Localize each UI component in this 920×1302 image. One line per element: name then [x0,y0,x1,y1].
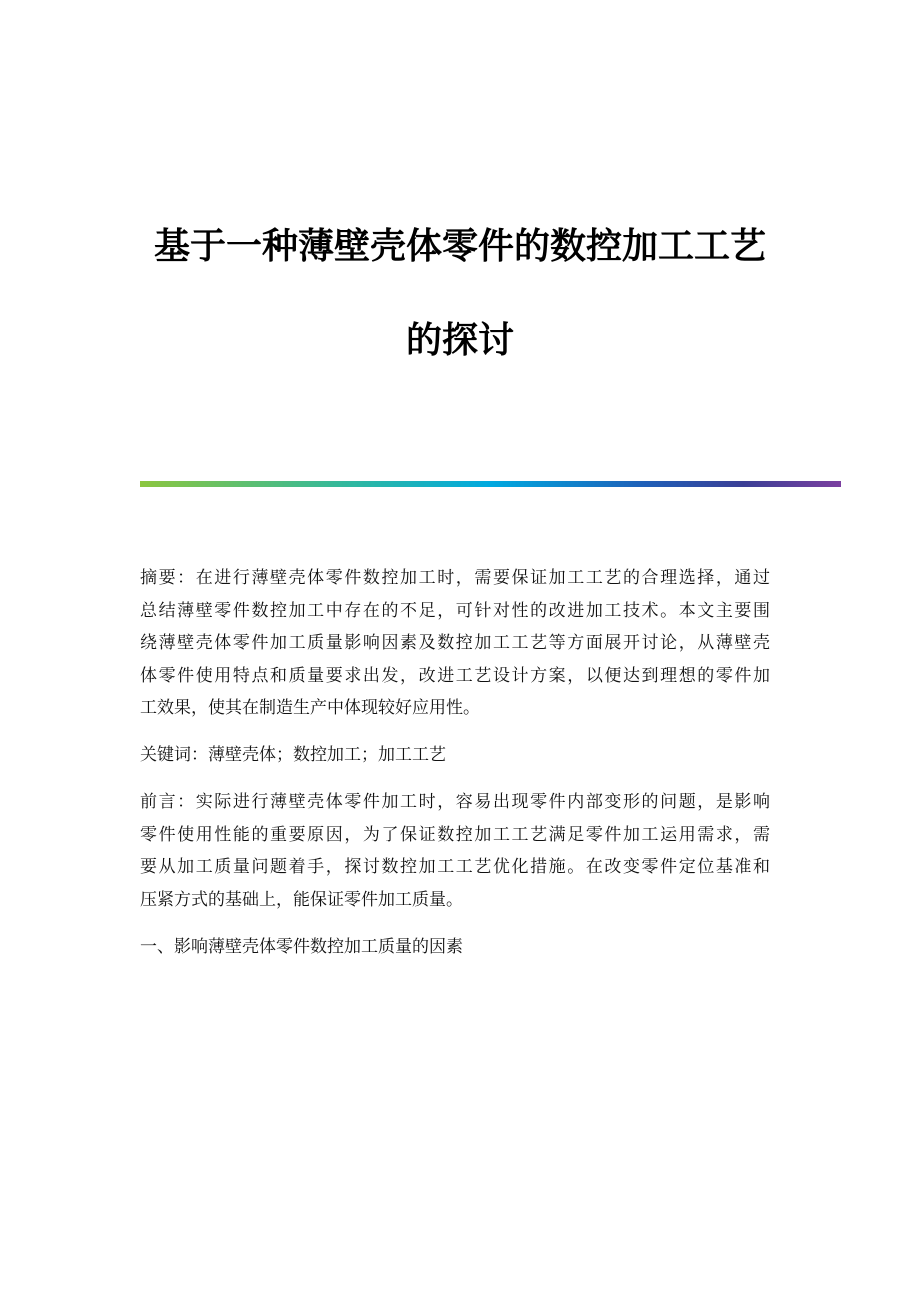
abstract-line: 摘要：在进行薄壁壳体零件数控加工时，需要保证加工工艺的合理选择，通过 [140,568,770,588]
abstract-line: 工效果，使其在制造生产中体现较好应用性。 [140,698,480,718]
section-heading-text: 一、影响薄壁壳体零件数控加工质量的因素 [140,936,463,957]
abstract-paragraph [140,562,770,725]
preface-paragraph [140,786,770,916]
gradient-divider [140,481,841,487]
keywords-line: 关键词：薄壁壳体；数控加工；加工工艺 [140,745,446,765]
abstract-line: 体零件使用特点和质量要求出发，改进工艺设计方案，以便达到理想的零件加 [140,665,770,686]
abstract-line: 总结薄壁零件数控加工中存在的不足，可针对性的改进加工技术。本文主要围 [140,600,770,621]
section-heading [140,931,770,964]
preface-line: 前言：实际进行薄壁壳体零件加工时，容易出现零件内部变形的问题，是影响 [140,792,770,812]
document-body [140,562,770,978]
document-title-line-1: 基于一种薄壁壳体零件的数控加工工艺 [153,225,766,267]
preface-line: 压紧方式的基础上，能保证零件加工质量。 [140,889,463,910]
preface-line: 零件使用性能的重要原因，为了保证数控加工工艺满足零件加工运用需求，需 [140,824,770,845]
keywords-paragraph [140,739,770,772]
document-title-line-2: 的探讨 [405,319,514,361]
abstract-line: 绕薄壁壳体零件加工质量影响因素及数控加工工艺等方面展开讨论，从薄壁壳 [140,633,770,653]
preface-line: 要从加工质量问题着手，探讨数控加工工艺优化措施。在改变零件定位基准和 [140,857,770,877]
